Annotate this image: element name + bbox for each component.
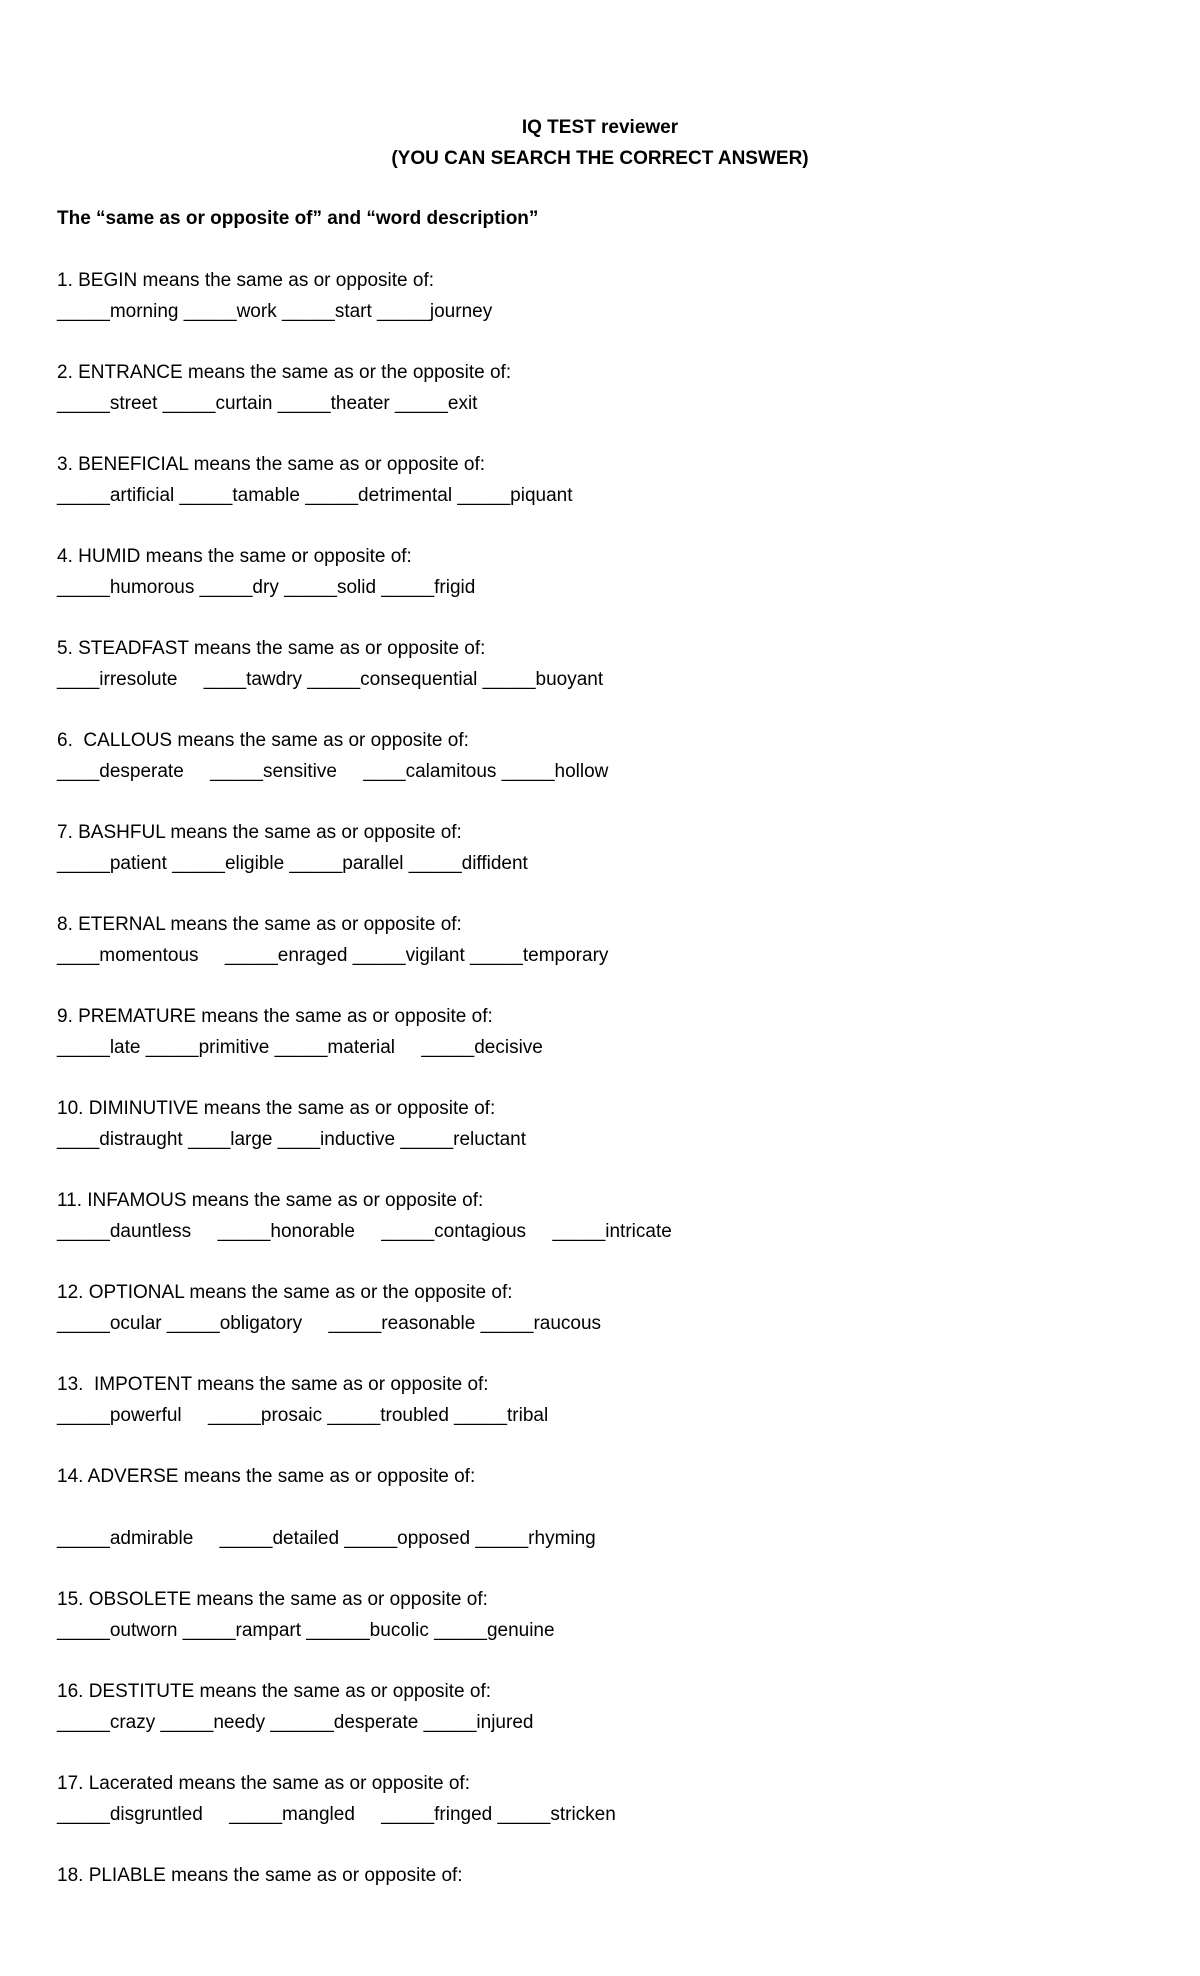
question-2 bbox=[57, 357, 1157, 419]
question-1 bbox=[57, 265, 1157, 327]
question-11 bbox=[57, 1185, 1157, 1247]
question-options: _____humorous _____dry _____solid _____frigid bbox=[57, 577, 476, 598]
question-prompt: 13. IMPOTENT means the same as or opposite of: bbox=[57, 1374, 489, 1395]
question-6 bbox=[57, 725, 1157, 787]
question-10 bbox=[57, 1093, 1157, 1155]
question-prompt: 14. ADVERSE means the same as or opposite of: bbox=[57, 1466, 476, 1487]
title-block bbox=[0, 112, 1200, 174]
question-options: _____crazy _____needy ______desperate _____injured bbox=[57, 1712, 534, 1733]
question-options: ____distraught ____large ____inductive _____reluctant bbox=[57, 1129, 527, 1150]
question-prompt: 8. ETERNAL means the same as or opposite of: bbox=[57, 914, 462, 935]
document-title: IQ TEST reviewer bbox=[521, 117, 679, 138]
question-14 bbox=[57, 1461, 1157, 1554]
question-13 bbox=[57, 1369, 1157, 1431]
question-prompt: 16. DESTITUTE means the same as or opposite of: bbox=[57, 1681, 492, 1702]
question-prompt: 4. HUMID means the same or opposite of: bbox=[57, 546, 412, 567]
question-options: ____desperate _____sensitive ____calamitous _____hollow bbox=[57, 761, 609, 782]
question-prompt: 1. BEGIN means the same as or opposite of: bbox=[57, 270, 435, 291]
question-3 bbox=[57, 449, 1157, 511]
question-options: _____dauntless _____honorable _____contagious _____intricate bbox=[57, 1221, 672, 1242]
question-options: _____morning _____work _____start _____journey bbox=[57, 301, 493, 322]
question-prompt: 12. OPTIONAL means the same as or the opposite of: bbox=[57, 1282, 513, 1303]
question-options: _____late _____primitive _____material _____decisive bbox=[57, 1037, 543, 1058]
question-options: _____admirable _____detailed _____opposed _____rhyming bbox=[57, 1528, 596, 1549]
question-prompt: 9. PREMATURE means the same as or opposite of: bbox=[57, 1006, 493, 1027]
question-options: _____powerful _____prosaic _____troubled _____tribal bbox=[57, 1405, 549, 1426]
question-prompt: 3. BENEFICIAL means the same as or opposite of: bbox=[57, 454, 486, 475]
question-options: _____outworn _____rampart ______bucolic _____genuine bbox=[57, 1620, 555, 1641]
question-5 bbox=[57, 633, 1157, 695]
question-prompt: 6. CALLOUS means the same as or opposite of: bbox=[57, 730, 469, 751]
question-options: _____patient _____eligible _____parallel _____diffident bbox=[57, 853, 528, 874]
question-options: _____artificial _____tamable _____detrimental _____piquant bbox=[57, 485, 573, 506]
question-prompt: 17. Lacerated means the same as or opposite of: bbox=[57, 1773, 470, 1794]
question-blank-line bbox=[57, 1492, 1157, 1523]
question-options: _____disgruntled _____mangled _____fringed _____stricken bbox=[57, 1804, 616, 1825]
question-prompt: 15. OBSOLETE means the same as or opposite of: bbox=[57, 1589, 488, 1610]
question-8 bbox=[57, 909, 1157, 971]
question-prompt: 11. INFAMOUS means the same as or opposite of: bbox=[57, 1190, 484, 1211]
document-subtitle: (YOU CAN SEARCH THE CORRECT ANSWER) bbox=[391, 148, 809, 169]
question-7 bbox=[57, 817, 1157, 879]
question-18 bbox=[57, 1860, 1157, 1891]
question-12 bbox=[57, 1277, 1157, 1339]
question-prompt: 5. STEADFAST means the same as or opposite of: bbox=[57, 638, 486, 659]
question-prompt: 2. ENTRANCE means the same as or the opposite of: bbox=[57, 362, 512, 383]
question-4 bbox=[57, 541, 1157, 603]
question-9 bbox=[57, 1001, 1157, 1063]
question-16 bbox=[57, 1676, 1157, 1738]
section-heading: The “same as or opposite of” and “word description” bbox=[57, 208, 539, 229]
question-options: ____irresolute ____tawdry _____consequential _____buoyant bbox=[57, 669, 604, 690]
question-prompt: 10. DIMINUTIVE means the same as or opposite of: bbox=[57, 1098, 496, 1119]
question-15 bbox=[57, 1584, 1157, 1646]
question-17 bbox=[57, 1768, 1157, 1830]
question-prompt: 7. BASHFUL means the same as or opposite of: bbox=[57, 822, 462, 843]
question-options: ____momentous _____enraged _____vigilant _____temporary bbox=[57, 945, 609, 966]
question-prompt: 18. PLIABLE means the same as or opposite of: bbox=[57, 1865, 463, 1886]
question-options: _____ocular _____obligatory _____reasonable _____raucous bbox=[57, 1313, 602, 1334]
question-options: _____street _____curtain _____theater _____exit bbox=[57, 393, 478, 414]
